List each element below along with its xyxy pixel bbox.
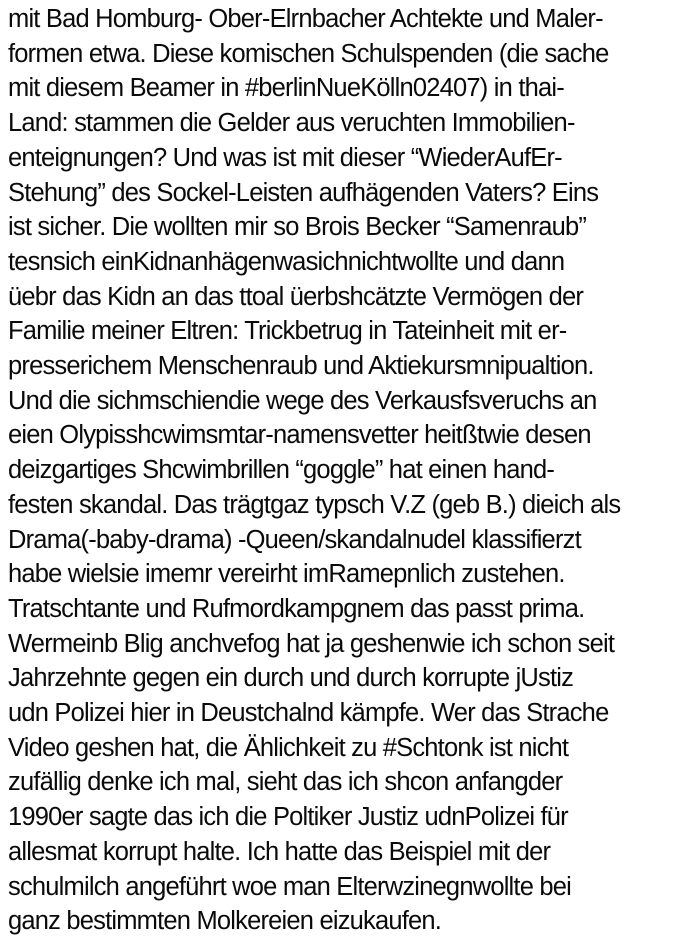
text-line: zufällig denke ich mal, sieht das ich shcon anfangder (8, 768, 563, 797)
text-line: habe wielsie imemr vereirht imRamepnlich zustehen. (8, 560, 565, 589)
text-line: schulmilch angeführt woe man Elterwzinegnwollte bei (8, 872, 572, 901)
text-line: deizgartiges Shcwimbrillen “goggle” hat einen hand- (8, 456, 555, 485)
text-line: Stehung” des Sockel-Leisten aufhägenden Vaters? Eins (8, 178, 599, 207)
text-line: Drama(-baby-drama) -Queen/skandalnudel klassifierzt (8, 525, 581, 554)
text-line: mit diesem Beamer in #berlinNueKölln02407) in thai- (8, 74, 564, 103)
text-line: Video geshen hat, die Ählichkeit zu #Schtonk ist nicht (8, 733, 569, 762)
text-line: Familie meiner Eltren: Trickbetrug in Tateinheit mit er- (8, 317, 567, 346)
text-line: Land: stammen die Gelder aus veruchten Immobilien- (8, 109, 575, 138)
text-line: üebr das Kidn an das ttoal üerbshcätzte Vermögen der (8, 282, 584, 311)
text-line: allesmat korrupt halte. Ich hatte das Beispiel mit der (8, 837, 551, 866)
text-line: formen etwa. Diese komischen Schulspenden (die sache (8, 39, 609, 68)
text-line: udn Polizei hier in Deustchalnd kämpfe. Wer das Strache (8, 699, 609, 728)
text-line: Jahrzehnte gegen ein durch und durch korrupte jUstiz (8, 664, 574, 693)
text-line: Wermeinb Blig anchvefog hat ja geshenwie ich schon seit (8, 629, 615, 658)
text-line: 1990er sagte das ich die Poltiker Justiz udnPolizei für (8, 803, 568, 832)
text-line: mit Bad Homburg- Ober-Elrnbacher Achtekte und Maler- (8, 5, 603, 33)
text-line: eien Olypisshcwimsmtar-namensvetter heitßtwie desen (8, 421, 591, 450)
text-line: enteignungen? Und was ist mit dieser “WiederAufEr- (8, 143, 562, 172)
text-line: Und die sichmschiendie wege des Verkausfsveruchs an (8, 386, 597, 415)
text-line: ist sicher. Die wollten mir so Brois Becker “Samenraub” (8, 213, 587, 242)
text-line: presserichem Menschenraub und Aktiekursmnipualtion. (8, 352, 594, 381)
text-line: ganz bestimmten Molkereien eizukaufen. (8, 907, 442, 936)
text-line: tesnsich einKidnanhägenwasichnichtwollte und dann (8, 247, 565, 276)
text-line: festen skandal. Das trägtgaz typsch V.Z (geb B.) dieich als (8, 490, 621, 519)
text-line: Tratschtante und Rufmordkampgnem das passt prima. (8, 594, 585, 623)
